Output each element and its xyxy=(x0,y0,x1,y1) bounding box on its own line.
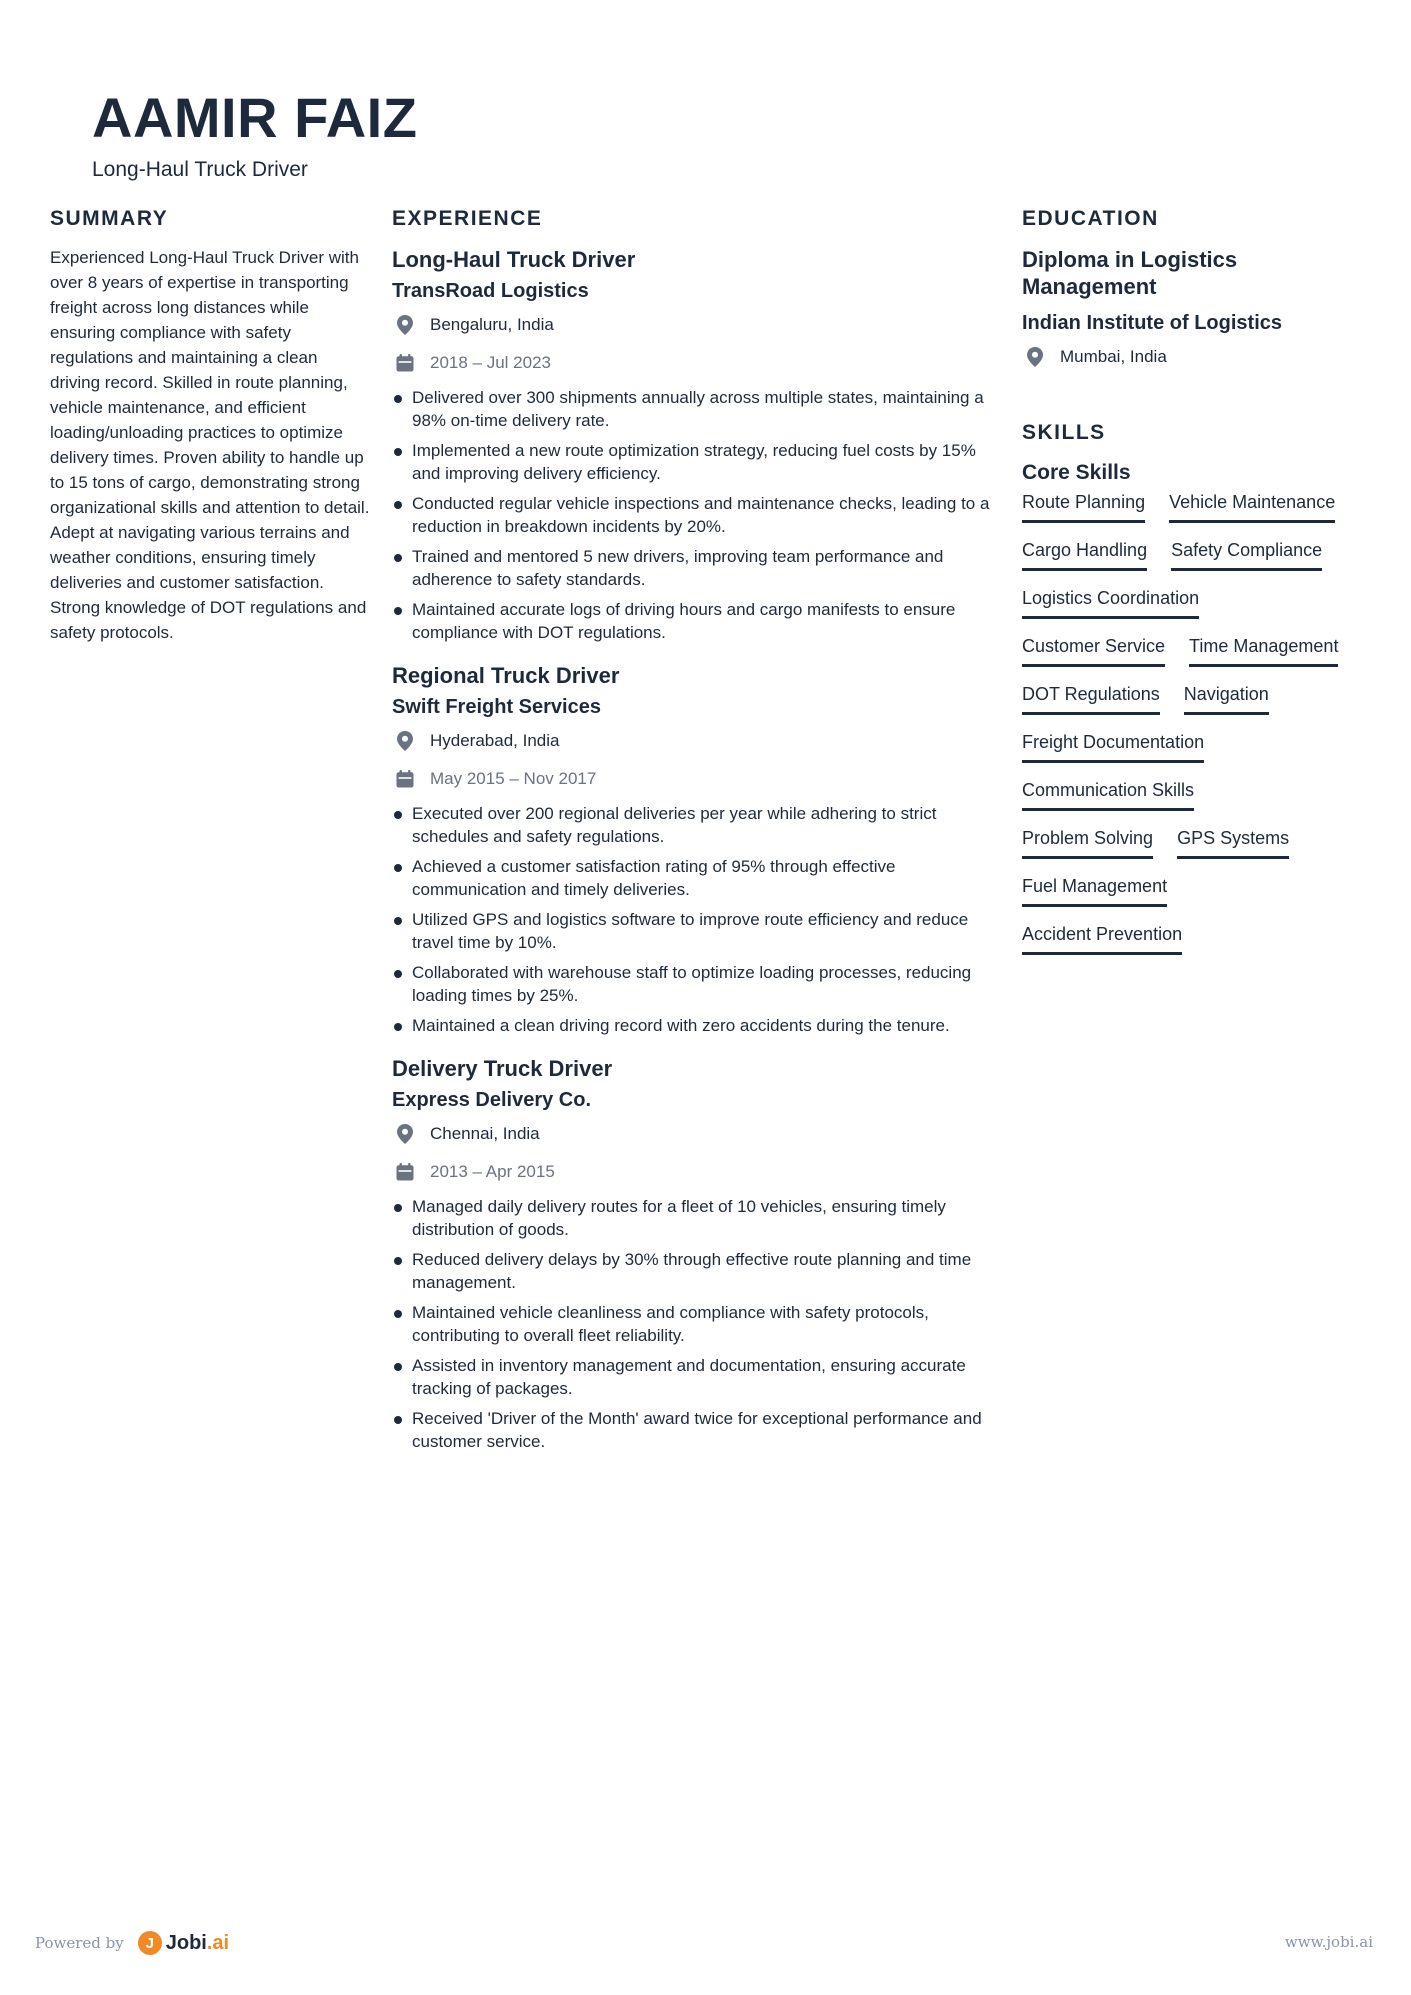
skill-tag: Freight Documentation xyxy=(1022,730,1204,763)
job-dates-text: May 2015 – Nov 2017 xyxy=(430,769,597,788)
skill-tag: GPS Systems xyxy=(1177,826,1289,859)
education-heading: EDUCATION xyxy=(1022,207,1159,230)
job-bullet: Executed over 200 regional deliveries per year while adhering to strict schedules and safety regulations. xyxy=(392,802,1002,848)
job-bullet: Assisted in inventory management and documentation, ensuring accurate tracking of packages. xyxy=(392,1354,1002,1400)
skills-section xyxy=(1022,420,1367,970)
job-bullets xyxy=(392,1195,1002,1453)
skill-tag: Navigation xyxy=(1184,682,1269,715)
right-column xyxy=(1022,206,1367,970)
brand-name xyxy=(166,1932,229,1955)
job-bullet: Implemented a new route optimization strategy, reducing fuel costs by 15% and improving delivery efficiency. xyxy=(392,439,1002,485)
summary-heading: SUMMARY xyxy=(50,207,169,230)
job-title: Regional Truck Driver xyxy=(392,663,620,688)
job-title: Long-Haul Truck Driver xyxy=(392,247,636,272)
calendar-icon xyxy=(396,353,414,373)
skill-tag: DOT Regulations xyxy=(1022,682,1160,715)
job-bullet: Trained and mentored 5 new drivers, improving team performance and adherence to safety standards. xyxy=(392,545,1002,591)
skills-list xyxy=(1022,490,1367,970)
job-bullet: Delivered over 300 shipments annually across multiple states, maintaining a 98% on-time delivery rate. xyxy=(392,386,1002,432)
summary-section xyxy=(50,206,370,645)
website-link[interactable]: www.jobi.ai xyxy=(1284,1933,1373,1951)
skills-subheading: Core Skills xyxy=(1022,461,1131,484)
experience-section xyxy=(392,206,1002,1460)
brand-name-suffix: .ai xyxy=(206,1931,230,1954)
job-location-text: Hyderabad, India xyxy=(430,731,560,750)
location-pin-icon xyxy=(396,1124,414,1144)
brand-logo-icon: J xyxy=(138,1931,162,1955)
skill-tag: Accident Prevention xyxy=(1022,922,1182,955)
education-degree: Diploma in Logistics Management xyxy=(1022,247,1238,299)
job-dates xyxy=(392,768,1002,790)
job-bullet: Achieved a customer satisfaction rating of 95% through effective communication and timely deliveries. xyxy=(392,855,1002,901)
skill-tag: Time Management xyxy=(1189,634,1338,667)
job-dates xyxy=(392,352,1002,374)
brand-logo[interactable] xyxy=(138,1931,229,1955)
skill-tag: Communication Skills xyxy=(1022,778,1194,811)
job-location xyxy=(392,730,1002,752)
job-bullet: Reduced delivery delays by 30% through effective route planning and time management. xyxy=(392,1248,1002,1294)
skill-tag: Vehicle Maintenance xyxy=(1169,490,1335,523)
education-school: Indian Institute of Logistics xyxy=(1022,312,1282,334)
job-bullet: Managed daily delivery routes for a fleet of 10 vehicles, ensuring timely distribution of goods. xyxy=(392,1195,1002,1241)
education-location-text: Mumbai, India xyxy=(1060,347,1167,366)
job-location xyxy=(392,314,1002,336)
job-bullet: Collaborated with warehouse staff to optimize loading processes, reducing loading times by 25%. xyxy=(392,961,1002,1007)
summary-text: Experienced Long-Haul Truck Driver with over 8 years of expertise in transporting freight across long distances while ensuring compliance with safety regulations and maintaining a clean driving record. Skilled in route planning, vehicle maintenance, and efficient loading/unloading practices to optimize delivery times. Proven ability to handle up to 15 tons of cargo, demonstrating strong organizational skills and attention to detail. Adept at navigating various terrains and weather conditions, ensuring timely deliveries and customer satisfaction. Strong knowledge of DOT regulations and safety protocols. xyxy=(50,248,370,642)
job-dates xyxy=(392,1161,1002,1183)
job-dates-text: 2013 – Apr 2015 xyxy=(430,1162,555,1181)
job-company: Express Delivery Co. xyxy=(392,1089,591,1111)
candidate-name: AAMIR FAIZ xyxy=(92,86,418,149)
skill-tag: Fuel Management xyxy=(1022,874,1167,907)
job-bullet: Conducted regular vehicle inspections and maintenance checks, leading to a reduction in breakdown incidents by 20%. xyxy=(392,492,1002,538)
candidate-headline: Long-Haul Truck Driver xyxy=(92,158,308,181)
skill-tag: Cargo Handling xyxy=(1022,538,1147,571)
job-entry xyxy=(392,1055,1002,1453)
job-company: Swift Freight Services xyxy=(392,696,601,718)
job-bullet: Received 'Driver of the Month' award twice for exceptional performance and customer service. xyxy=(392,1407,1002,1453)
job-bullet: Maintained a clean driving record with zero accidents during the tenure. xyxy=(392,1014,1002,1037)
powered-by xyxy=(35,1931,229,1955)
job-dates-text: 2018 – Jul 2023 xyxy=(430,353,551,372)
skill-tag: Safety Compliance xyxy=(1171,538,1322,571)
location-pin-icon xyxy=(396,315,414,335)
skill-tag: Logistics Coordination xyxy=(1022,586,1199,619)
education-location xyxy=(1022,346,1367,368)
job-location-text: Bengaluru, India xyxy=(430,315,554,334)
calendar-icon xyxy=(396,769,414,789)
job-title: Delivery Truck Driver xyxy=(392,1056,613,1081)
job-bullets xyxy=(392,386,1002,644)
job-bullet: Utilized GPS and logistics software to improve route efficiency and reduce travel time by 10%. xyxy=(392,908,1002,954)
education-section xyxy=(1022,206,1367,368)
job-bullets xyxy=(392,802,1002,1037)
skill-tag: Customer Service xyxy=(1022,634,1165,667)
skills-heading: SKILLS xyxy=(1022,421,1106,444)
skill-tag: Route Planning xyxy=(1022,490,1145,523)
job-entry xyxy=(392,246,1002,644)
job-entry xyxy=(392,662,1002,1037)
job-company: TransRoad Logistics xyxy=(392,280,589,302)
skill-tag: Problem Solving xyxy=(1022,826,1153,859)
job-bullet: Maintained accurate logs of driving hours and cargo manifests to ensure compliance with DOT regulations. xyxy=(392,598,1002,644)
brand-name-main: Jobi xyxy=(165,1931,207,1954)
job-location xyxy=(392,1123,1002,1145)
experience-heading: EXPERIENCE xyxy=(392,207,543,230)
location-pin-icon xyxy=(1026,347,1044,367)
job-bullet: Maintained vehicle cleanliness and compliance with safety protocols, contributing to overall fleet reliability. xyxy=(392,1301,1002,1347)
location-pin-icon xyxy=(396,731,414,751)
powered-by-label: Powered by xyxy=(35,1934,124,1952)
job-location-text: Chennai, India xyxy=(430,1124,540,1143)
calendar-icon xyxy=(396,1162,414,1182)
